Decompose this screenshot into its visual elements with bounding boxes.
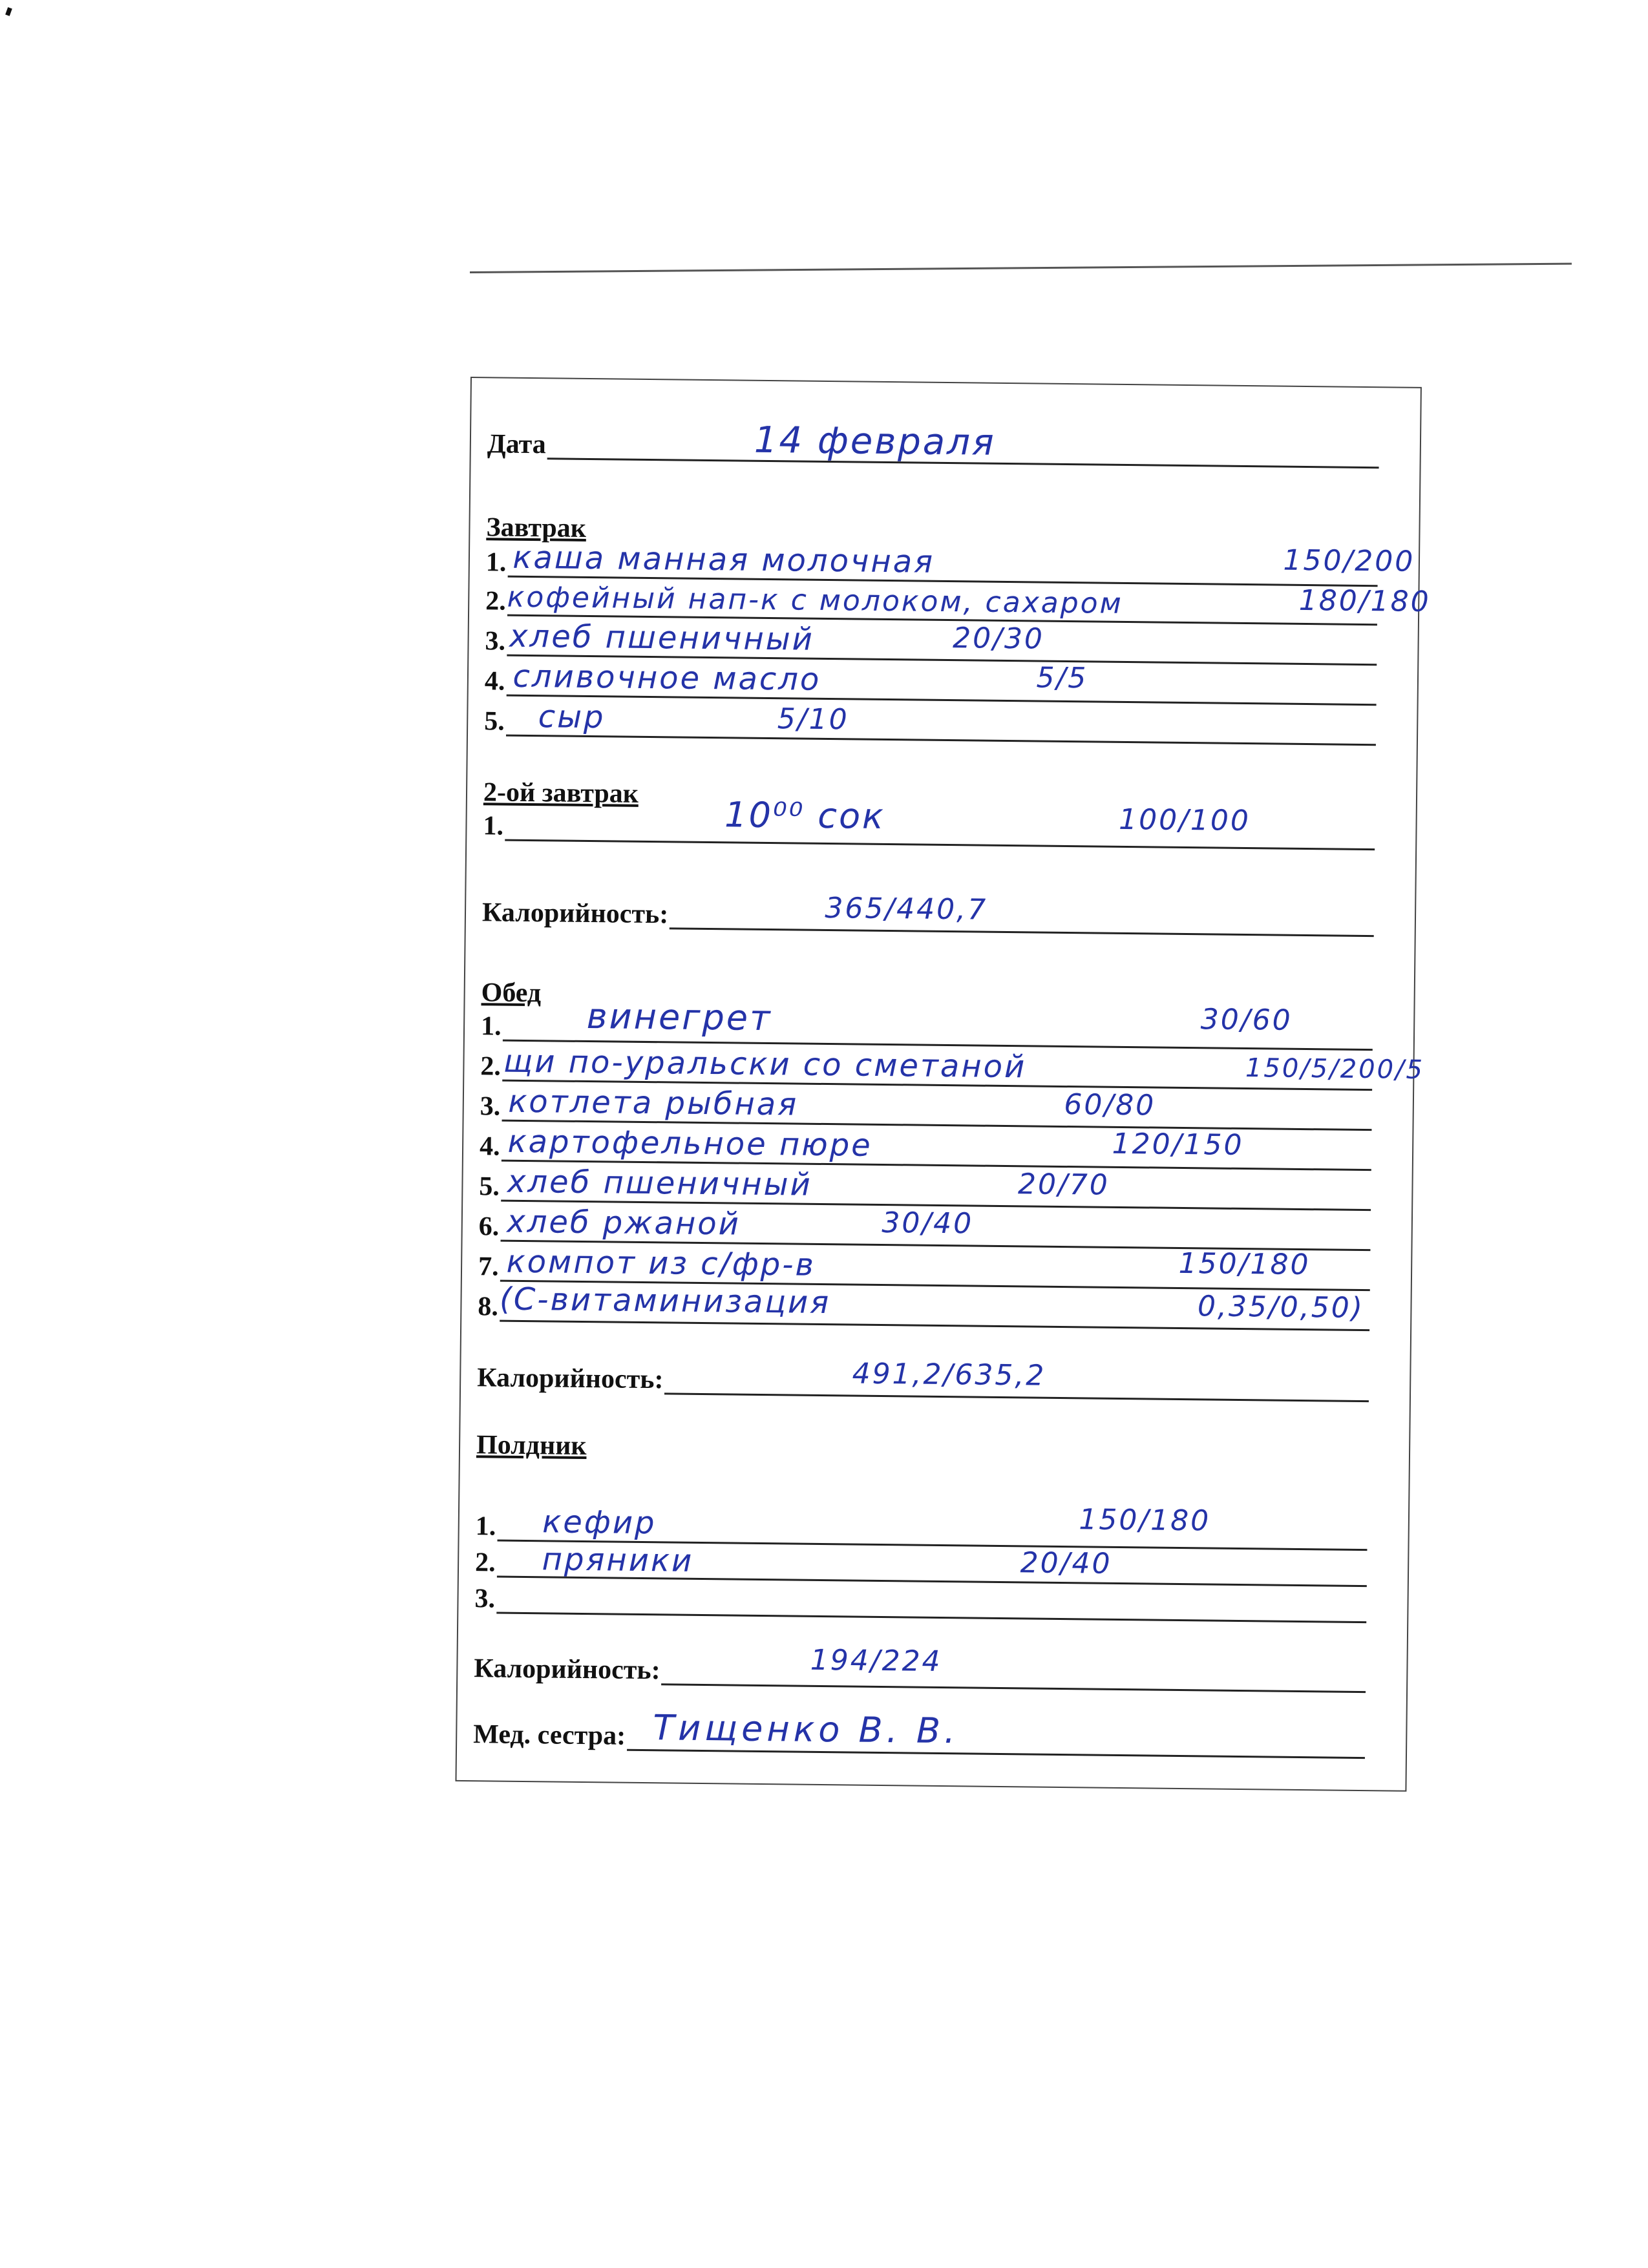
lunch-portion-2: 150/5/200/5 [1245, 1053, 1425, 1086]
second-breakfast-portion-1: 100/100 [1118, 803, 1251, 838]
lunch-dish-7: компот из с/фр-в [506, 1243, 816, 1283]
snack-portion-1: 150/180 [1079, 1503, 1211, 1538]
date-line [547, 419, 1380, 468]
nurse-label: Мед. сестра: [473, 1719, 626, 1751]
snack-portion-2: 20/40 [1020, 1546, 1112, 1580]
breakfast-portion-4: 5/5 [1036, 661, 1088, 695]
lunch-row-2: 2. щи по-уральски со сметаной 150/5/200/5 [480, 1042, 1373, 1091]
breakfast-dish-4: сливочное масло [512, 658, 821, 698]
lunch-portion-8: 0,35/0,50) [1197, 1290, 1365, 1325]
lunch-dish-2: щи по-уральски со сметаной [503, 1043, 1027, 1086]
page-top-line [470, 263, 1572, 273]
second-breakfast-heading: 2-ой завтрак [483, 777, 639, 809]
breakfast-row-4: 4. сливочное масло 5/5 [485, 657, 1377, 706]
calories-label-1: Калорийность: [481, 898, 669, 930]
lunch-row-6: 6. хлеб ржаной 30/40 [479, 1202, 1371, 1251]
calories-label-3: Калорийность: [474, 1654, 660, 1686]
lunch-row-1: 1. винегрет 30/60 [481, 1002, 1373, 1051]
breakfast-row-3: 3. хлеб пшеничный 20/30 [485, 617, 1377, 666]
calories-row-2 [477, 1354, 1369, 1402]
calories-value-2: 491,2/635,2 [852, 1357, 1046, 1392]
lunch-row-7: 7. компот из с/фр-в 150/180 [478, 1243, 1371, 1291]
lunch-portion-3: 60/80 [1064, 1088, 1156, 1122]
nurse-row [473, 1707, 1366, 1759]
calories-label-2: Калорийность: [476, 1363, 664, 1395]
breakfast-heading: Завтрак [486, 512, 587, 543]
calories-value-3: 194/224 [810, 1643, 942, 1679]
date-value: 14 февраля [754, 419, 996, 464]
snack-heading: Полдник [476, 1430, 587, 1462]
breakfast-row-1: 1. каша манная молочная 150/200 [486, 538, 1379, 587]
lunch-dish-8: (С-витаминизация [499, 1281, 831, 1321]
lunch-row-3: 3. котлета рыбная 60/80 [480, 1082, 1373, 1131]
breakfast-dish-5: сыр [538, 698, 606, 736]
snack-dish-1: кефир [542, 1504, 657, 1542]
second-breakfast-row-1: 1. 10⁰⁰ сок 100/100 [483, 802, 1375, 850]
lunch-dish-5: хлеб пшеничный [507, 1163, 813, 1203]
breakfast-dish-1: каша манная молочная [512, 539, 935, 580]
lunch-dish-1: винегрет [586, 996, 772, 1039]
lunch-portion-5: 20/70 [1017, 1168, 1110, 1202]
calories-row-3 [474, 1644, 1366, 1693]
breakfast-dish-2: кофейный нап-к с молоком, сахаром [507, 580, 1124, 620]
lunch-portion-7: 150/180 [1178, 1246, 1311, 1282]
calories-row-1 [482, 888, 1375, 937]
breakfast-dish-3: хлеб пшеничный [509, 618, 815, 658]
lunch-row-8: 8. (С-витаминизация 0,35/0,50) [478, 1283, 1370, 1331]
snack-row-2: 2. пряники 20/40 [475, 1538, 1368, 1587]
snack-dish-2: пряники [542, 1541, 694, 1579]
date-label: Дата [487, 429, 547, 460]
menu-form [455, 377, 1431, 1792]
calories-value-1: 365/440,7 [825, 891, 988, 927]
scan-mark [5, 7, 12, 16]
breakfast-portion-3: 20/30 [952, 622, 1045, 656]
breakfast-portion-5: 5/10 [777, 702, 849, 737]
lunch-portion-4: 120/150 [1112, 1127, 1244, 1162]
snack-row-3: 3. [474, 1575, 1367, 1623]
snack-row-1: 1. кефир 150/180 [475, 1502, 1368, 1551]
lunch-portion-1: 30/60 [1200, 1003, 1293, 1037]
date-row [487, 420, 1380, 468]
breakfast-portion-1: 150/200 [1283, 543, 1415, 578]
breakfast-row-5: 5. сыр 5/10 [484, 697, 1377, 746]
nurse-signature: Тищенко В. В. [652, 1707, 960, 1752]
lunch-row-4: 4. картофельное пюре 120/150 [480, 1122, 1372, 1171]
lunch-dish-6: хлеб ржаной [507, 1203, 741, 1243]
breakfast-portion-2: 180/180 [1298, 583, 1431, 619]
lunch-portion-6: 30/40 [882, 1206, 974, 1241]
lunch-heading: Обед [481, 978, 542, 1009]
breakfast-row-2: 2. кофейный нап-к с молоком, сахаром 180/180 [485, 577, 1378, 625]
lunch-dish-3: котлета рыбная [508, 1083, 799, 1123]
second-breakfast-dish-1: 10⁰⁰ сок [724, 794, 886, 837]
lunch-dish-4: картофельное пюре [507, 1123, 873, 1164]
lunch-row-5: 5. хлеб пшеничный 20/70 [479, 1162, 1371, 1211]
